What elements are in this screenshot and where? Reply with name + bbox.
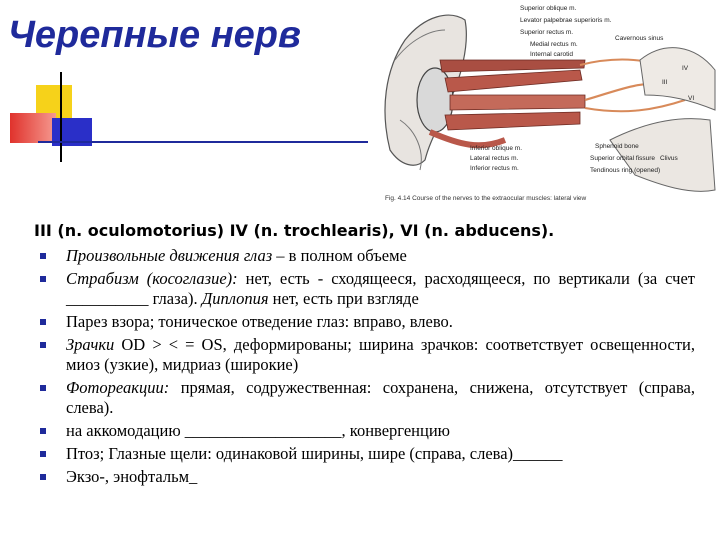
label-clivus: Clivus <box>660 155 678 162</box>
list-item: Парез взора; тоническое отведение глаз: вправо, влево. <box>40 312 695 332</box>
figure-caption: Fig. 4.14 Course of the nerves to the extraocular muscles: lateral view <box>385 195 587 202</box>
bullet-icon <box>40 451 46 457</box>
list-item: Птоз; Глазные щели: одинаковой ширины, шире (справа, слева)______ <box>40 444 695 464</box>
list-item: Страбизм (косоглазие): нет, есть - сходящееся, расходящееся, по вертикали (за счет __________ глаза). Диплопия нет, есть при взгляде <box>40 269 695 309</box>
bullet-icon <box>40 276 46 282</box>
label-iv: IV <box>682 65 689 72</box>
list-item: на аккомодацию ___________________, конвергенцию <box>40 421 695 441</box>
label-cavernous-sinus: Cavernous sinus <box>615 35 664 42</box>
label-medial-rectus: Medial rectus m. <box>530 41 578 48</box>
decor-vertical-line <box>60 72 62 162</box>
label-inferior-oblique: Inferior oblique m. <box>470 145 523 152</box>
nerves-heading: III (n. oculomotorius) IV (n. trochlearis), VI (n. abducens). <box>34 221 555 240</box>
bullet-icon <box>40 474 46 480</box>
label-iii: III <box>662 79 668 86</box>
label-internal-carotid: Internal carotid <box>530 51 573 58</box>
label-orbital-fissure: Superior orbital fissure <box>590 155 656 162</box>
bullet-icon <box>40 385 46 391</box>
label-lateral-rectus: Lateral rectus m. <box>470 155 519 162</box>
decor-red-square <box>10 113 56 143</box>
list-item: Зрачки OD > < = OS, деформированы; ширина зрачков: соответствует освещенности, миоз (узкие), мидриаз (широкие) <box>40 335 695 375</box>
list-item: Экзо-, энофтальм_ <box>40 467 695 487</box>
label-inferior-rectus: Inferior rectus m. <box>470 165 519 172</box>
label-levator: Levator palpebrae superioris m. <box>520 17 612 24</box>
label-vi: VI <box>688 95 695 102</box>
list-item: Фотореакции: прямая, содружественная: сохранена, снижена, отсутствует (справа, слева). <box>40 378 695 418</box>
decor-horizontal-line <box>38 141 368 143</box>
slide-title: Черепные нерв <box>8 14 301 56</box>
eye-nerves-figure <box>370 0 720 205</box>
bullet-icon <box>40 428 46 434</box>
bullet-icon <box>40 253 46 259</box>
lateral-rectus <box>450 95 585 110</box>
bullet-icon <box>40 319 46 325</box>
label-tendinous-ring: Tendinous ring (opened) <box>590 167 661 174</box>
exam-items-list <box>40 246 695 490</box>
list-item: Произвольные движения глаз – в полном объеме <box>40 246 695 266</box>
label-sphenoid: Sphenoid bone <box>595 143 639 150</box>
label-superior-rectus: Superior rectus m. <box>520 29 574 36</box>
label-superior-oblique: Superior oblique m. <box>520 5 577 12</box>
bullet-icon <box>40 342 46 348</box>
